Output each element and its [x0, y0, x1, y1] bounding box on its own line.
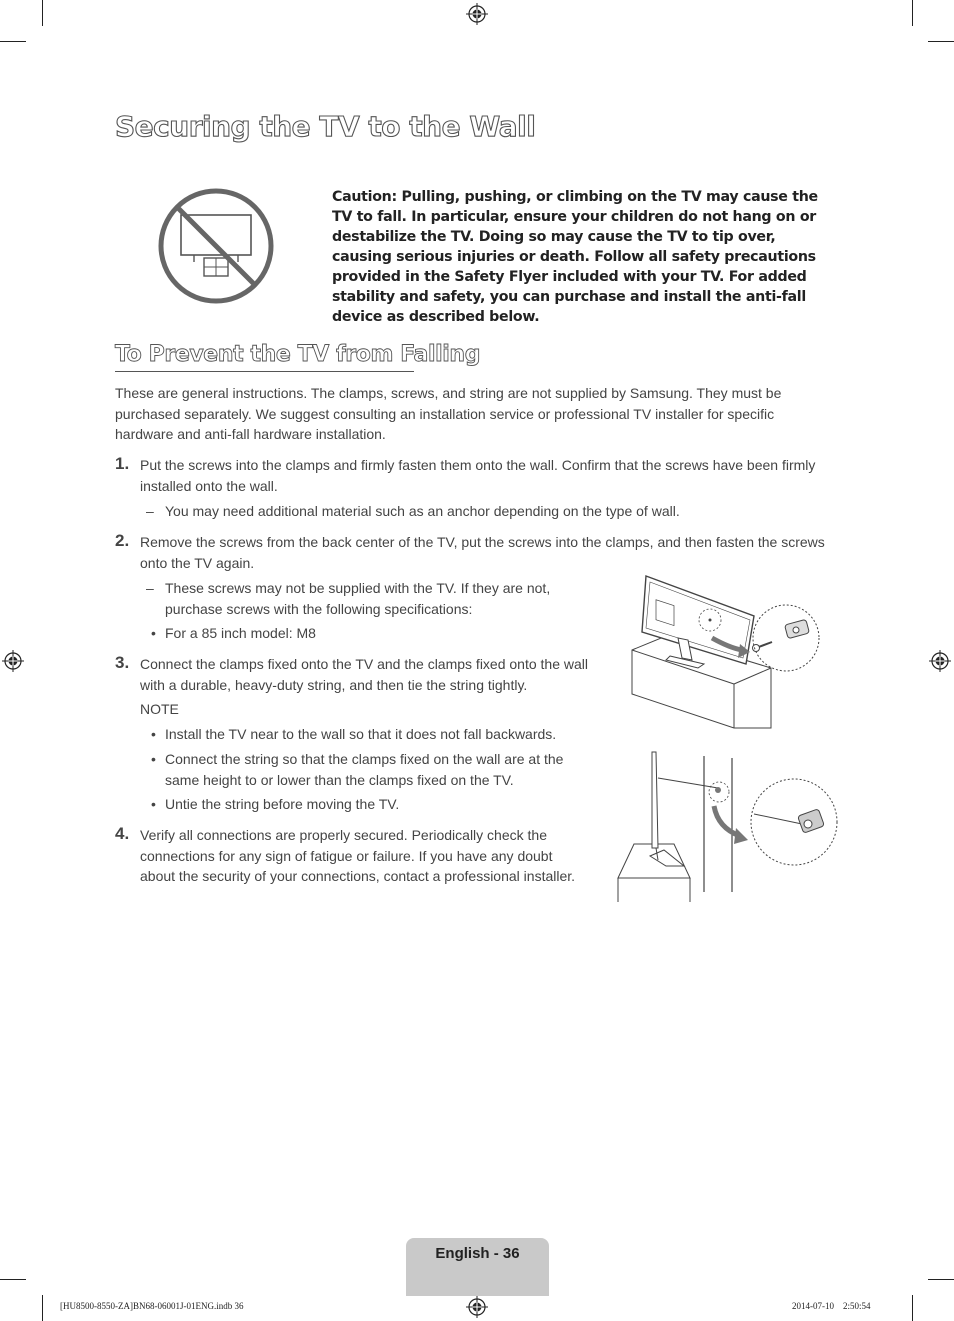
- step-text: Put the screws into the clamps and firmly fasten them onto the wall. Confirm that the screws have been firmly installed onto the wall.: [140, 457, 816, 494]
- registration-mark-icon: [466, 1296, 488, 1318]
- crop-mark: [928, 1279, 954, 1280]
- step-text: Connect the clamps fixed onto the TV and the clamps fixed onto the wall with a durable, heavy-duty string, and then tie the string tightly.: [140, 656, 588, 693]
- bullet-marker: •: [151, 751, 156, 767]
- step-text: Remove the screws from the back center of the TV, put the screws into the clamps, and then fasten the screws onto the TV again.: [140, 534, 825, 571]
- dash-marker: –: [146, 580, 154, 596]
- step-number: 2.: [115, 531, 130, 550]
- crop-mark: [42, 0, 43, 26]
- registration-mark-icon: [929, 650, 951, 672]
- section-title: To Prevent the TV from Falling: [115, 342, 481, 367]
- print-slug-left: [HU8500-8550-ZA]BN68-06001J-01ENG.indb 36: [60, 1301, 244, 1311]
- no-climbing-icon: [156, 186, 276, 306]
- print-slug-right: 2014-07-10 2:50:54: [792, 1301, 871, 1311]
- crop-mark: [928, 41, 954, 42]
- bullet-marker: •: [151, 796, 156, 812]
- registration-mark-icon: [466, 3, 488, 25]
- section-underline: [115, 371, 414, 372]
- crop-mark: [912, 0, 913, 26]
- page-title: Securing the TV to the Wall: [115, 110, 536, 143]
- crop-mark: [42, 1295, 43, 1321]
- caution-text: Caution: Pulling, pushing, or climbing on the TV may cause the TV to fall. In particular, ensure your children do not hang on or destabilize the TV. Doing so may cause the TV to tip over, causing serious injuries or death. Follow all safety precautions provided in the Safety Flyer included with your TV. For added stability and safety, you can purchase and install the anti-fall device as described below.: [332, 189, 818, 325]
- step-subnote: These screws may not be supplied with the TV. If they are not, purchase screws with the following specifications:: [165, 580, 551, 617]
- step-number: 1.: [115, 454, 130, 473]
- dash-marker: –: [146, 503, 154, 519]
- step-subnote: You may need additional material such as an anchor depending on the type of wall.: [165, 503, 680, 519]
- crop-mark: [912, 1295, 913, 1321]
- bullet-text: Untie the string before moving the TV.: [165, 796, 400, 812]
- step-text: Verify all connections are properly secured. Periodically check the connections for any sign of fatigue or failure. If you have any doubt about the security of your connections, contact a professional installer.: [140, 827, 576, 884]
- bullet-marker: •: [151, 625, 156, 641]
- tv-wall-string-illustration: [614, 748, 844, 904]
- registration-mark-icon: [2, 650, 24, 672]
- bullet-text: For a 85 inch model: M8: [165, 625, 316, 641]
- crop-mark: [0, 1279, 26, 1280]
- note-label: NOTE: [140, 701, 179, 717]
- intro-paragraph: These are general instructions. The clamps, screws, and string are not supplied by Samsung. They must be purchased separately. We suggest consulting an installation service or professional TV installer for specific hardware and anti-fall hardware installation.: [115, 385, 782, 442]
- page-number: English - 36: [435, 1245, 520, 1262]
- bullet-marker: •: [151, 726, 156, 742]
- bullet-text: Install the TV near to the wall so that it does not fall backwards.: [165, 726, 557, 742]
- bullet-text: Connect the string so that the clamps fixed on the wall are at the same height to or lower than the clamps fixed on the TV.: [165, 751, 564, 788]
- tv-back-clamp-illustration: [626, 572, 826, 732]
- crop-mark: [0, 41, 26, 42]
- step-number: 3.: [115, 653, 130, 672]
- step-number: 4.: [115, 824, 130, 843]
